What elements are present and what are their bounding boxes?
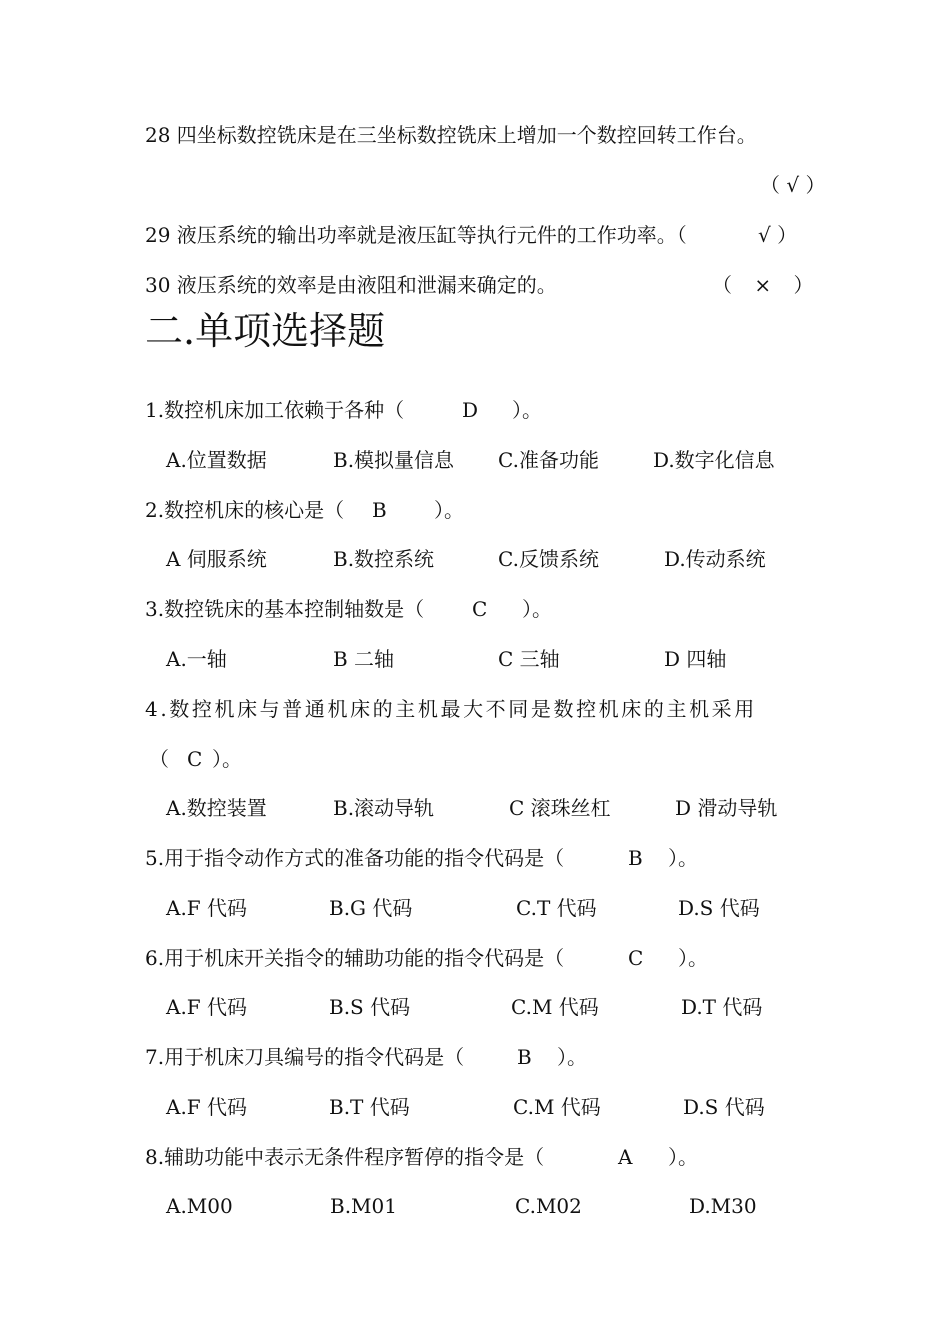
question-2-answer: B	[372, 498, 387, 522]
question-6-close: ）。	[678, 946, 708, 970]
question-6-option-c: C.M 代码	[511, 995, 599, 1019]
question-2-option-b: B.数控系统	[333, 547, 435, 571]
question-1-stem: 1.数控机床加工依赖于各种（	[145, 398, 405, 422]
question-6-stem: 6.用于机床开关指令的辅助功能的指令代码是（	[145, 946, 565, 970]
question-5-option-b: B.G 代码	[329, 896, 413, 920]
question-2-option-d: D.传动系统	[664, 547, 766, 571]
question-6-option-b: B.S 代码	[329, 995, 411, 1019]
judgement-30-answer: （ × ）	[712, 273, 822, 297]
question-4-option-c: C 滚珠丝杠	[509, 796, 611, 820]
question-6-answer: C	[628, 946, 644, 970]
question-2-option-a: A 伺服系统	[166, 547, 267, 571]
question-2-option-c: C.反馈系统	[498, 547, 599, 571]
question-7-answer: B	[517, 1045, 532, 1069]
question-5-stem: 5.用于指令动作方式的准备功能的指令代码是（	[145, 846, 565, 870]
question-7-stem: 7.用于机床刀具编号的指令代码是（	[145, 1045, 465, 1069]
question-8-option-b: B.M01	[330, 1194, 397, 1218]
question-3-option-b: B 二轴	[333, 647, 395, 671]
question-1-answer: D	[462, 398, 479, 422]
question-3-option-c: C 三轴	[498, 647, 560, 671]
question-5-close: ）。	[668, 846, 698, 870]
question-1-close: ）。	[512, 398, 542, 422]
question-2-close: ）。	[434, 498, 464, 522]
question-4-option-b: B.滚动导轨	[333, 796, 435, 820]
judgement-30-text: 30 液压系统的效率是由液阻和泄漏来确定的。	[145, 273, 557, 297]
judgement-28-text: 28 四坐标数控铣床是在三坐标数控铣床上增加一个数控回转工作台。	[145, 123, 757, 147]
question-7-option-d: D.S 代码	[683, 1095, 765, 1119]
question-6-option-a: A.F 代码	[166, 995, 248, 1019]
section-title: 二.单项选择题	[145, 309, 386, 353]
question-4-answer: C	[187, 747, 203, 771]
question-3-option-a: A.一轴	[166, 647, 227, 671]
question-1-option-c: C.准备功能	[498, 448, 599, 472]
question-4-stem-open: （	[149, 747, 169, 771]
question-8-answer: A	[618, 1145, 633, 1169]
question-7-option-a: A.F 代码	[166, 1095, 248, 1119]
question-1-option-b: B.模拟量信息	[333, 448, 455, 472]
question-7-close: ）。	[557, 1045, 587, 1069]
question-8-option-c: C.M02	[515, 1194, 582, 1218]
question-5-option-c: C.T 代码	[516, 896, 597, 920]
question-3-stem: 3.数控铣床的基本控制轴数是（	[145, 597, 425, 621]
judgement-29-text: 29 液压系统的输出功率就是液压缸等执行元件的工作功率。（	[145, 223, 687, 247]
question-1-option-a: A.位置数据	[166, 448, 267, 472]
question-1-option-d: D.数字化信息	[653, 448, 775, 472]
question-4-option-a: A.数控装置	[166, 796, 267, 820]
question-3-close: ）。	[522, 597, 552, 621]
question-3-answer: C	[472, 597, 488, 621]
judgement-28-answer: （ √ ）	[760, 173, 826, 197]
question-6-option-d: D.T 代码	[681, 995, 763, 1019]
question-4-option-d: D 滑动导轨	[675, 796, 778, 820]
judgement-29-answer: √ ）	[758, 223, 798, 247]
question-8-option-d: D.M30	[689, 1194, 757, 1218]
question-4-close: ）。	[212, 747, 242, 771]
question-8-option-a: A.M00	[166, 1194, 233, 1218]
question-7-option-b: B.T 代码	[329, 1095, 410, 1119]
question-2-stem: 2.数控机床的核心是（	[145, 498, 345, 522]
question-8-stem: 8.辅助功能中表示无条件程序暂停的指令是（	[145, 1145, 545, 1169]
question-8-close: ）。	[668, 1145, 698, 1169]
question-5-option-d: D.S 代码	[678, 896, 760, 920]
question-3-option-d: D 四轴	[664, 647, 727, 671]
question-7-option-c: C.M 代码	[513, 1095, 601, 1119]
question-4-stem: 4.数控机床与普通机床的主机最大不同是数控机床的主机采用	[145, 697, 757, 721]
question-5-answer: B	[628, 846, 643, 870]
question-5-option-a: A.F 代码	[166, 896, 248, 920]
